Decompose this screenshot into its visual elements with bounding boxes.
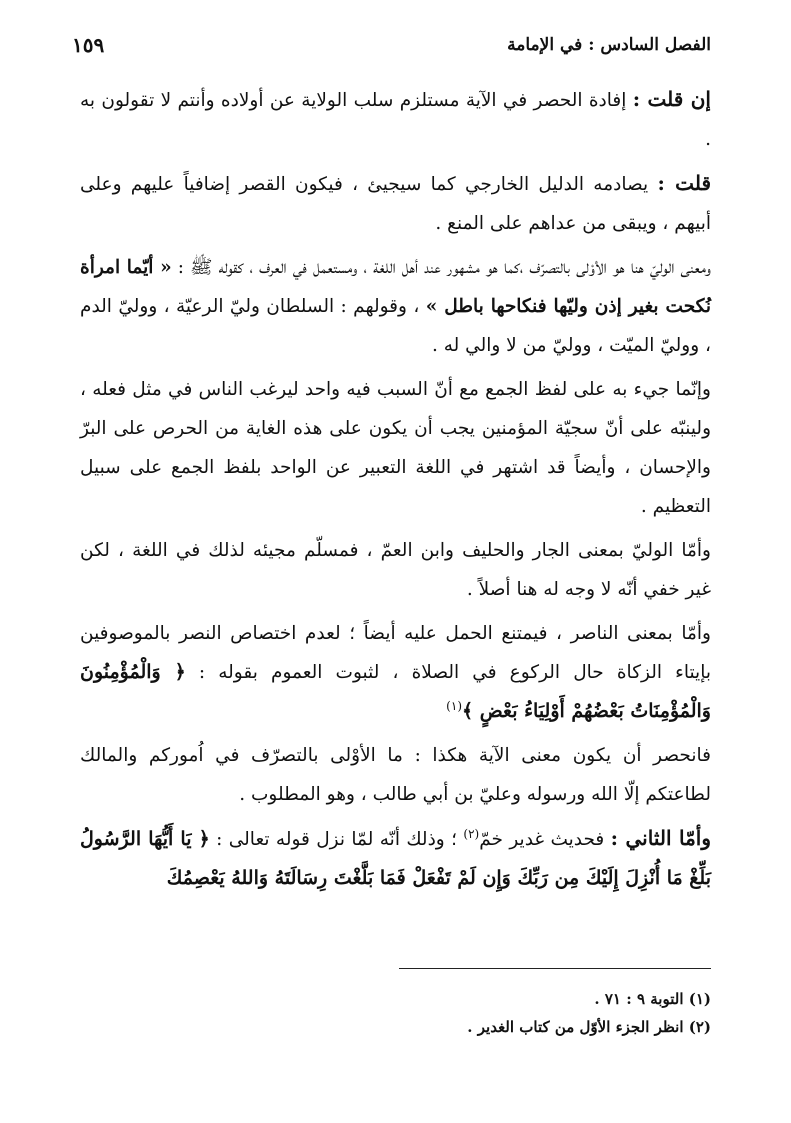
paragraph-lead: وأمّا الثاني :: [610, 826, 711, 850]
paragraph-neighbor-meaning: [80, 531, 711, 609]
paragraph-text: ، وقولهم : السلطان وليّ الرعيّة ، ووليّ الدم ، ووليّ الميّت ، ووليّ من لا والي له .: [80, 296, 711, 356]
quran-verse: ﴿ يَا أَيُّهَا الرَّسُولُ بَلِّغْ مَا أُنْزِلَ إِلَيْكَ مِن رَبِّكَ وَإِن لَمْ تَفْعَلْ فَمَا بَلَّغْتَ رِسَالَتَهُ وَاللهُ يَعْصِمُكَ: [80, 828, 711, 889]
paragraph-plural-form: [80, 370, 711, 526]
running-title: الفصل السادس : في الإمامة: [507, 35, 711, 55]
paragraph-if-you-say: [80, 80, 711, 159]
page-number: ١٥٩: [72, 33, 105, 57]
footnote: (١) التوبة ٩ : ٧١ .: [594, 990, 711, 1008]
paragraph-meaning-of-wali: [80, 248, 711, 365]
paragraph-lead: إن قلت :: [632, 87, 711, 111]
page-header: [72, 28, 711, 62]
paragraph-text: ومعنى الوليّ هنا هو الأوْلى بالتصرّف ،كما هو مشهور عند أهل اللغة ، ومستعمل في العرف ، كقوله ﷺ :: [171, 257, 711, 278]
footnote-ref: (٢): [463, 826, 480, 841]
paragraph-i-said: [80, 164, 711, 243]
paragraph-second: [80, 819, 711, 898]
footnote-ref: (١): [446, 698, 462, 713]
footnote-divider: [399, 968, 711, 969]
paragraph-text: يصادمه الدليل الخارجي كما سيجيئ ، فيكون القصر إضافياً عليهم وعلى أبيهم ، ويبقى من عداهم على المنع .: [80, 174, 711, 234]
paragraph-helper-meaning: [80, 614, 711, 731]
paragraph-text: وأمّا بمعنى الناصر ، فيمتنع الحمل عليه أيضاً ؛ لعدم اختصاص النصر بالموصوفين بإيتاء الزكاة حال الركوع في الصلاة ، لثبوت العموم بقوله :: [80, 623, 711, 683]
paragraph-text: وأمّا الوليّ بمعنى الجار والحليف وابن العمّ ، فمسلّم مجيئه لذلك في اللغة ، لكن غير خفي أنّه لا وجه له هنا أصلاً .: [80, 540, 711, 600]
hadith-quote: « أيّما امرأة نُكحت بغير إذن وليّها فنكاحها باطل »: [80, 257, 711, 317]
paragraph-conclusion: [80, 736, 711, 814]
paragraph-lead: قلت :: [657, 171, 712, 195]
paragraph-text: إفادة الحصر في الآية مستلزم سلب الولاية عن أولاده وأنتم لا تقولون به .: [80, 90, 711, 150]
page-body: [80, 80, 711, 898]
paragraph-text: فانحصر أن يكون معنى الآية هكذا : ما الأوْلى بالتصرّف في اُموركم والمالك لطاعتكم إلّا الله ورسوله وعليّ بن أبي طالب ، وهو المطلوب .: [80, 745, 711, 805]
footnotes: [80, 985, 711, 1041]
paragraph-text: فحديث غدير خمّ: [479, 829, 611, 850]
paragraph-text: وإنّما جيء به على لفظ الجمع مع أنّ السبب فيه واحد ليرغب الناس في مثل فعله ، ولينبّه على أنّ سجيّة المؤمنين يجب أن يكون على هذه الغاية من الحرص على البرّ والإحسان ، وأيضاً قد اشتهر في اللغة التعبير عن الواحد بلفظ الجمع على سبيل التعظيم .: [80, 379, 711, 517]
footnote: (٢) انظر الجزء الأوّل من كتاب الغدير .: [467, 1018, 711, 1036]
quran-verse: ﴿ وَالْمُؤْمِنُونَ وَالْمُؤْمِنَاتُ بَعْضُهُمْ أَوْلِيَاءُ بَعْضٍ ﴾: [80, 661, 711, 722]
paragraph-text: ؛ وذلك أنّه لمّا نزل قوله تعالى :: [209, 829, 464, 850]
